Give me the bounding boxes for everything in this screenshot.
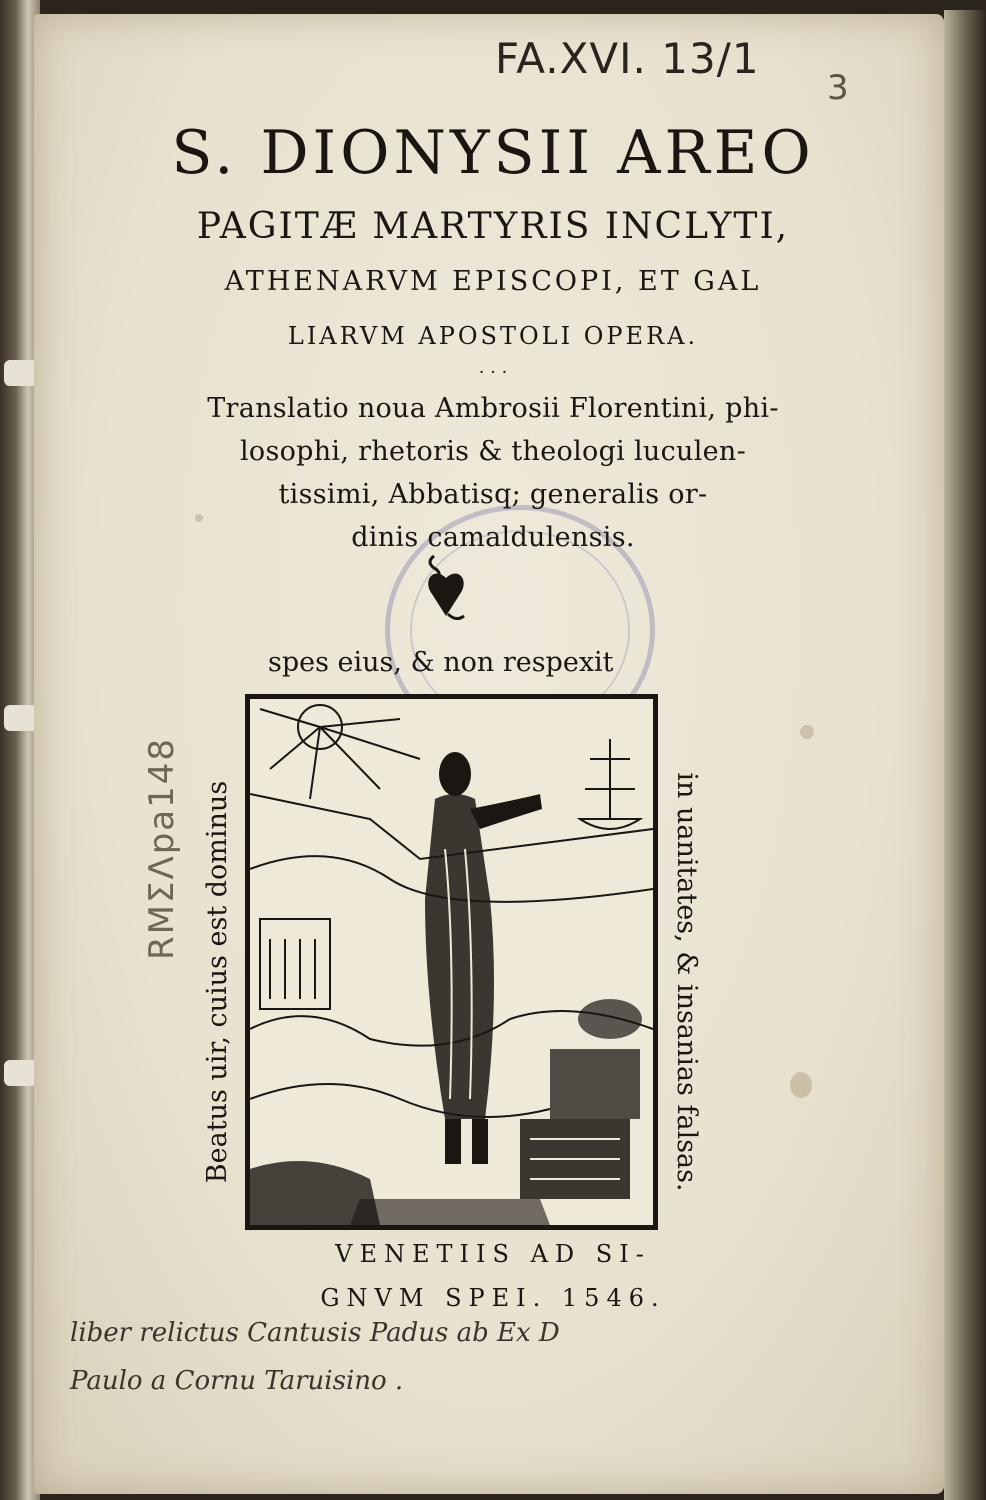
shelfmark-extra: 3 <box>827 68 849 108</box>
printers-device-woodcut <box>245 694 658 1230</box>
title-line-1: S. DIONYSII AREO <box>171 118 815 188</box>
imprint-line-2: GNVM SPEI. 1546. <box>320 1284 666 1312</box>
provenance-note-line-1: liber relictus Cantusis Padus ab Ex D <box>70 1318 560 1348</box>
foxing-spot <box>195 514 203 522</box>
translation-line-4: dinis camaldulensis. <box>351 522 635 553</box>
title-line-2: PAGITÆ MARTYRIS INCLYTI, <box>196 206 790 247</box>
woodcut-spes-figure-image <box>250 699 653 1225</box>
margin-manuscript-note: RMΣΛpa148 <box>142 736 182 960</box>
translation-line-3: tissimi, Abbatisq; generalis or- <box>278 479 708 510</box>
binding-tie <box>4 705 38 731</box>
title-line-4: LIARVM APOSTOLI OPERA. <box>287 322 699 350</box>
foxing-spot <box>800 725 814 739</box>
translation-line-2: losophi, rhetoris & theologi luculen- <box>239 436 747 467</box>
imprint-line-1: VENETIIS AD SI- <box>335 1240 651 1268</box>
heart-leaf-ornament-icon <box>420 552 472 624</box>
device-motto-right: in uanitates, & insanias falsas. <box>671 772 702 1192</box>
title-line-3: ATHENARVM EPISCOPI, ET GAL <box>224 266 762 297</box>
device-motto-left: Beatus uir, cuius est dominus <box>202 780 233 1184</box>
translation-line-1: Translatio noua Ambrosii Florentini, phi- <box>207 393 779 424</box>
foxing-spot <box>790 1072 812 1098</box>
shelfmark: FA.XVI. 13/1 <box>495 34 760 83</box>
device-motto-top: spes eius, & non respexit <box>268 647 614 678</box>
provenance-note-line-2: Paulo a Cornu Taruisino . <box>70 1366 404 1396</box>
ornament-dots: · · · <box>478 362 508 383</box>
binding-tie <box>4 1060 38 1086</box>
